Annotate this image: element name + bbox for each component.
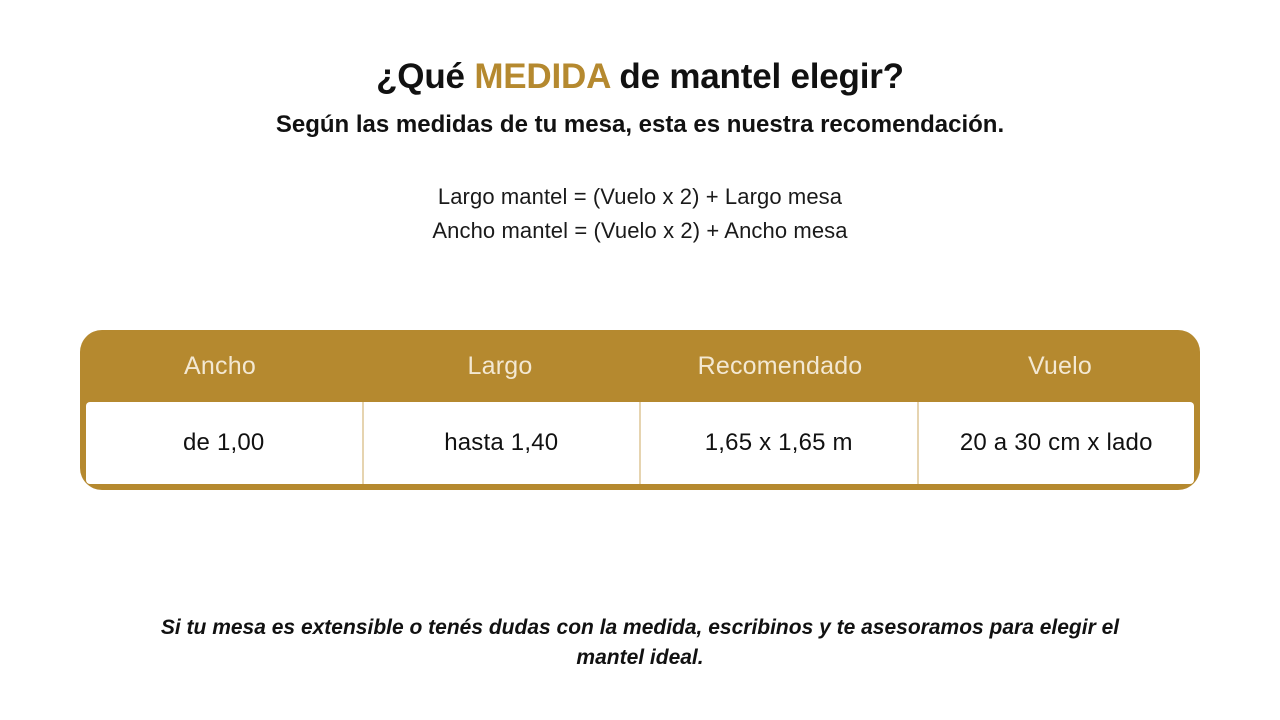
- table-header-row: [80, 330, 1200, 402]
- page-subtitle: Según las medidas de tu mesa, esta es nuestra recomendación.: [275, 111, 1005, 138]
- cell-recomendado: 1,65 x 1,65 m: [641, 402, 919, 484]
- title-part-two: de mantel elegir?: [609, 57, 904, 96]
- footnote-text: Si tu mesa es extensible o tenés dudas con la medida, escribinos y te asesoramos para elegir el mantel ideal.: [160, 616, 1120, 670]
- measurements-table-wrapper: [80, 330, 1200, 490]
- cell-ancho: de 1,00: [86, 402, 364, 484]
- table-header-vuelo: Vuelo: [1027, 351, 1092, 380]
- cell-largo: hasta 1,40: [364, 402, 642, 484]
- formula-block: [0, 180, 1280, 248]
- table-header-largo: Largo: [467, 351, 533, 380]
- formula-ancho: Ancho mantel = (Vuelo x 2) + Ancho mesa: [432, 218, 848, 244]
- page-title: [0, 0, 1280, 98]
- cell-vuelo: 20 a 30 cm x lado: [959, 429, 1153, 456]
- measurements-table: [80, 330, 1200, 490]
- title-highlight: MEDIDA: [474, 57, 610, 96]
- formula-largo: Largo mantel = (Vuelo x 2) + Largo mesa: [437, 184, 843, 209]
- title-part-one: ¿Qué: [376, 57, 475, 96]
- table-header-recomendado: Recomendado: [697, 351, 863, 380]
- table-header-ancho: Ancho: [184, 351, 256, 380]
- table-row: [86, 402, 1194, 484]
